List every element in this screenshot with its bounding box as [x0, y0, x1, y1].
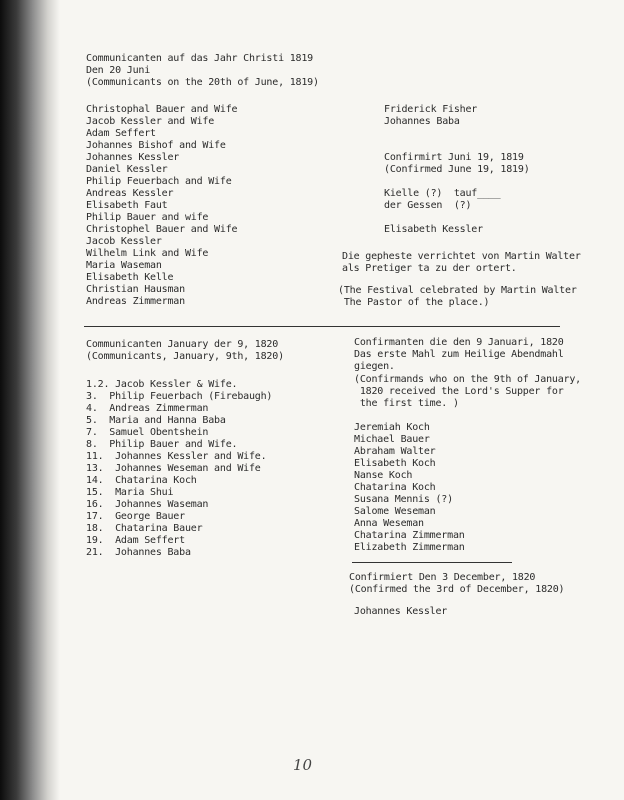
list-item: Chatarina Koch	[354, 482, 436, 493]
list-item: Nanse Koch	[354, 470, 413, 481]
list-item: 4. Andreas Zimmerman	[86, 403, 209, 414]
list-item: Christophel Bauer and Wife	[86, 224, 238, 235]
right-1819-line: Friderick Fisher	[384, 104, 478, 115]
right-1819-line: Elisabeth Kessler	[384, 224, 483, 235]
section-divider	[84, 326, 560, 327]
right-1819-line: The Pastor of the place.)	[338, 297, 490, 308]
list-item: Abraham Walter	[354, 446, 436, 457]
short-divider	[352, 562, 512, 563]
list-item: 11. Johannes Kessler and Wife.	[86, 451, 267, 462]
list-item: 3. Philip Feuerbach (Firebaugh)	[86, 391, 273, 402]
list-item: Jacob Kessler and Wife	[86, 116, 215, 127]
list-item: 17. George Bauer	[86, 511, 185, 522]
list-item: Susana Mennis (?)	[354, 494, 453, 505]
list-item: Daniel Kessler	[86, 164, 168, 175]
list-item: 14. Chatarina Koch	[86, 475, 197, 486]
list-item: Jeremiah Koch	[354, 422, 430, 433]
right-1819-line: Confirmirt Juni 19, 1819	[384, 152, 524, 163]
confirmands-header-line: Confirmanten die den 9 Januari, 1820	[354, 337, 564, 348]
list-item: Wilhelm Link and Wife	[86, 248, 209, 259]
confirmands-header-line: 1820 received the Lord's Supper for	[354, 386, 564, 397]
list-item: Christophal Bauer and Wife	[86, 104, 238, 115]
december-line: (Confirmed the 3rd of December, 1820)	[349, 584, 565, 595]
list-item: 7. Samuel Obentshein	[86, 427, 209, 438]
header-1819-line: Communicanten auf das Jahr Christi 1819	[86, 53, 313, 64]
list-item: Anna Weseman	[354, 518, 424, 529]
list-item: Andreas Zimmerman	[86, 296, 185, 307]
list-item: Elisabeth Kelle	[86, 272, 174, 283]
list-item: Christian Hausman	[86, 284, 185, 295]
december-line: Confirmiert Den 3 December, 1820	[349, 572, 536, 583]
list-item: Elisabeth Faut	[86, 200, 168, 211]
right-1819-line: (Confirmed June 19, 1819)	[384, 164, 530, 175]
header-1819-line: Den 20 Juni	[86, 65, 151, 76]
list-item: 8. Philip Bauer and Wife.	[86, 439, 238, 450]
list-item: Johannes Bishof and Wife	[86, 140, 226, 151]
list-item: 5. Maria and Hanna Baba	[86, 415, 226, 426]
list-item: Michael Bauer	[354, 434, 430, 445]
list-item: Salome Weseman	[354, 506, 436, 517]
right-1819-line: Johannes Baba	[384, 116, 460, 127]
list-item: 15. Maria Shui	[86, 487, 174, 498]
list-item: Elisabeth Koch	[354, 458, 436, 469]
december-line: Johannes Kessler	[354, 606, 448, 617]
confirmands-header-line: (Confirmands who on the 9th of January,	[354, 374, 581, 385]
list-item: 21. Johannes Baba	[86, 547, 191, 558]
right-1819-line: Die gepheste verrichtet von Martin Walter	[342, 251, 581, 262]
list-item: Philip Bauer and wife	[86, 212, 209, 223]
list-item: Elizabeth Zimmerman	[354, 542, 465, 553]
list-item: 13. Johannes Weseman and Wife	[86, 463, 261, 474]
right-1819-line: als Pretiger ta zu der ortert.	[342, 263, 517, 274]
confirmands-header-line: the first time. )	[354, 398, 459, 409]
header-1820-line: Communicanten January der 9, 1820	[86, 339, 279, 350]
list-item: 18. Chatarina Bauer	[86, 523, 203, 534]
list-item: Andreas Kessler	[86, 188, 174, 199]
list-item: Johannes Kessler	[86, 152, 180, 163]
list-item: 19. Adam Seffert	[86, 535, 185, 546]
list-item: Philip Feuerbach and Wife	[86, 176, 232, 187]
list-item: Maria Waseman	[86, 260, 162, 271]
header-1819-line: (Communicants on the 20th of June, 1819)	[86, 77, 319, 88]
right-1819-line: Kielle (?) tauf____	[384, 188, 501, 199]
list-item: Jacob Kessler	[86, 236, 162, 247]
page-number: 10	[293, 756, 313, 774]
confirmands-header-line: Das erste Mahl zum Heilige Abendmahl	[354, 349, 564, 360]
list-item: 1.2. Jacob Kessler & Wife.	[86, 379, 238, 390]
header-1820-line: (Communicants, January, 9th, 1820)	[86, 351, 284, 362]
confirmands-header-line: giegen.	[354, 361, 395, 372]
list-item: 16. Johannes Waseman	[86, 499, 209, 510]
list-item: Chatarina Zimmerman	[354, 530, 465, 541]
right-1819-line: (The Festival celebrated by Martin Walter	[338, 285, 577, 296]
right-1819-line: der Gessen (?)	[384, 200, 472, 211]
list-item: Adam Seffert	[86, 128, 156, 139]
